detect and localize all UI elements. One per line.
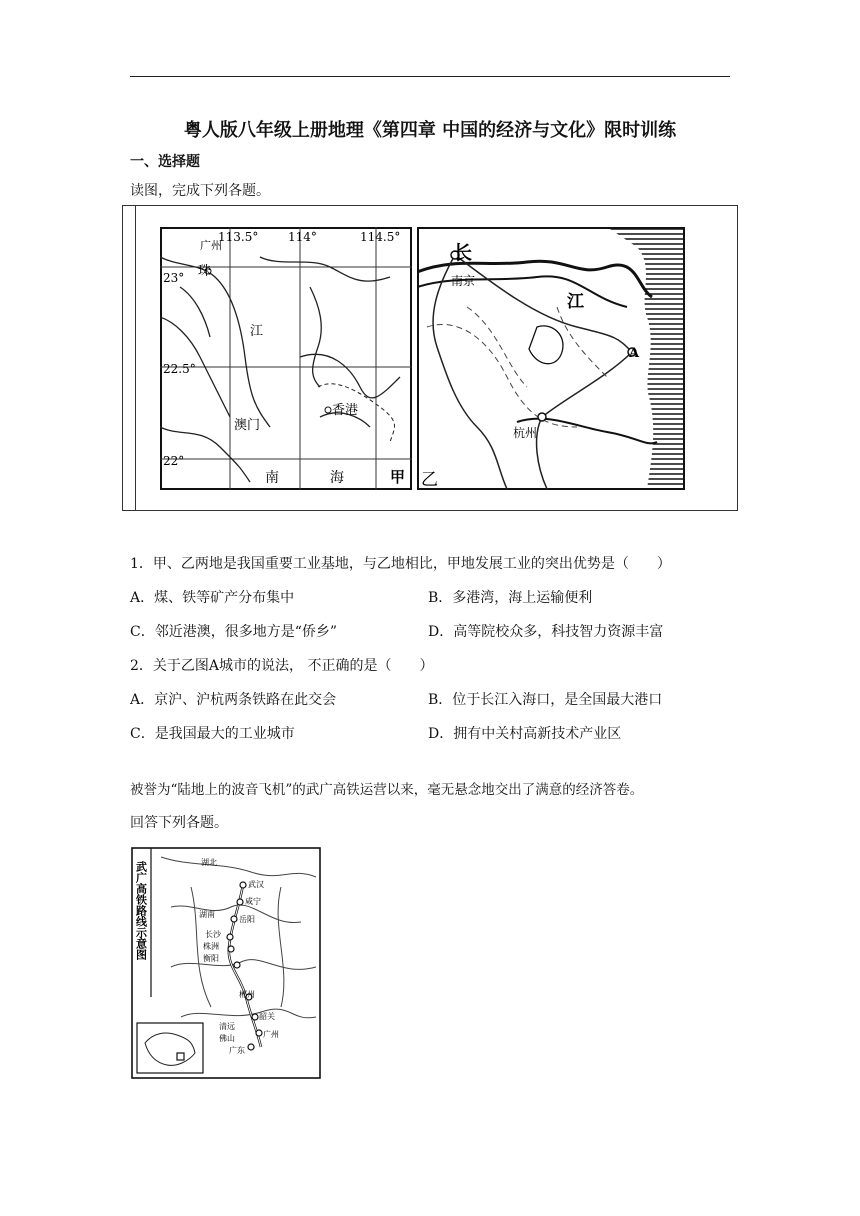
lon-label-2: 114°	[288, 230, 317, 244]
question-2-option-d: D．拥有中关村高新技术产业区	[428, 726, 622, 742]
map2-label-xianning: 咸宁	[245, 897, 261, 906]
question-2-option-c: C．是我国最大的工业城市	[130, 726, 295, 742]
lon-label-3: 114.5°	[360, 230, 401, 244]
lat-label-1: 23°	[163, 271, 185, 285]
question-1-option-b: B．多港湾，海上运输便利	[428, 590, 593, 606]
label-city-a: A	[629, 346, 640, 361]
map2-side-title: 武广高铁路线示意图	[134, 861, 148, 960]
map2-label-foshan: 佛山	[219, 1034, 235, 1043]
question-1-option-d: D．高等院校众多，科技智力资源丰富	[428, 624, 664, 640]
map2-label-guangzhou: 广州	[263, 1030, 279, 1039]
intro-2-line-1: 被誉为“陆地上的波音飞机”的武广高铁运营以来，毫无悬念地交出了满意的经济答卷。	[130, 782, 644, 798]
question-2-option-b: B．位于长江入海口，是全国最大港口	[428, 692, 663, 708]
map2-label-yueyang: 岳阳	[239, 915, 255, 924]
label-jia: 甲	[390, 468, 406, 486]
label-zhu: 珠	[198, 264, 212, 279]
label-hai: 海	[330, 470, 344, 486]
map2-label-hengyang: 衡阳	[203, 954, 219, 963]
question-1-option-c: C．邻近港澳，很多地方是“侨乡”	[130, 624, 338, 640]
label-hangzhou: 杭州	[513, 426, 538, 440]
map2-label-changsha: 长沙	[205, 930, 221, 939]
map-jia	[160, 227, 412, 490]
page-title: 粤人版八年级上册地理《第四章 中国的经济与文化》限时训练	[183, 120, 677, 141]
label-chang: 长	[453, 242, 473, 264]
question-2-option-a: A．京沪、沪杭两条铁路在此交会	[130, 692, 337, 708]
intro-text: 读图，完成下列各题。	[130, 183, 270, 199]
lon-label-1: 113.5°	[218, 230, 259, 244]
lat-label-2: 22.5°	[163, 362, 196, 376]
map2-label-chenzhou: 郴州	[239, 990, 255, 999]
label-nanjing: 南京	[451, 274, 476, 288]
intro-2-line-2: 回答下列各题。	[130, 815, 228, 831]
label-macau: 澳门	[234, 418, 261, 433]
label-hongkong: 香港	[332, 403, 359, 418]
question-1-stem: 1．甲、乙两地是我国重要工业基地，与乙地相比，甲地发展工业的突出优势是（ ）	[130, 556, 671, 572]
label-jiang: 江	[250, 324, 264, 339]
map2-label-qingyuan: 清远	[219, 1022, 235, 1031]
map-wuguang-hsr	[131, 847, 321, 1079]
map2-label-zhuzhou: 株洲	[203, 942, 219, 951]
section-heading: 一、选择题	[130, 154, 200, 170]
map-yi	[417, 227, 685, 490]
map2-label-hunan: 湖南	[199, 910, 215, 919]
label-nan: 南	[265, 470, 279, 486]
header-rule	[130, 76, 730, 77]
question-2-stem: 2．关于乙图A城市的说法， 不正确的是（ ）	[130, 658, 434, 674]
label-yi: 乙	[421, 470, 438, 490]
frame-divider	[135, 206, 136, 510]
map2-label-shaoguan: 韶关	[259, 1012, 275, 1021]
map2-label-hubei: 湖北	[201, 858, 217, 867]
question-1-option-a: A．煤、铁等矿产分布集中	[130, 590, 295, 606]
label-jiang-yi: 江	[567, 292, 584, 312]
map2-label-wuhan: 武汉	[248, 880, 264, 889]
lat-label-3: 22°	[163, 454, 185, 468]
map2-label-guangdong: 广东	[229, 1046, 245, 1055]
label-guangzhou: 广州	[200, 239, 222, 252]
